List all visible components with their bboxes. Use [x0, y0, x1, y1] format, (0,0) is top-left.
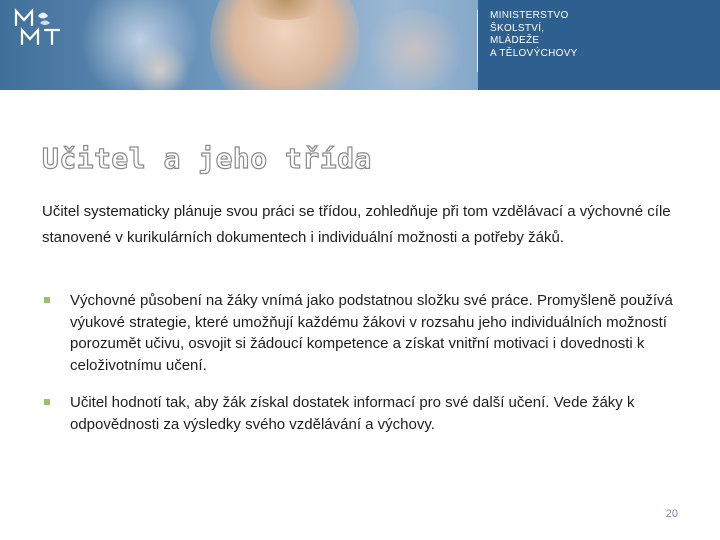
bullet-list [42, 290, 692, 435]
page-number: 20 [665, 508, 678, 520]
bullet-item [42, 290, 692, 376]
bullet-text: Učitel hodnotí tak, aby žák získal dostatek informací pro své další učení. Vede žáky k odpovědnosti za výsledky svého vzdělávání a výchovy. [70, 394, 635, 433]
bullet-item [42, 392, 692, 435]
bullet-text: Výchovné působení na žáky vnímá jako podstatnou složku své práce. Promyšleně používá výukové strategie, které umožňují každému žákovi v rozsahu jeho individuálních možností porozumět učivu, osvojit si žádoucí kompetence a získat vnitřní motivaci i dovednosti k celoživotnímu učení. [70, 292, 673, 374]
ministry-divider [477, 10, 478, 72]
ministry-name: MINISTERSTVO ŠKOLSTVÍ, MLÁDEŽE A TĚLOVÝCHOVY [490, 10, 578, 59]
header-photo-detail [360, 10, 470, 90]
msmt-logo [14, 8, 64, 48]
intro-paragraph: Učitel systematicky plánuje svou práci se třídou, zohledňuje při tom vzdělávací a výchovné cíle stanovené v kurikulárních dokumentech i individuální možnosti a potřeby žáků. [42, 203, 671, 246]
header-banner [0, 0, 720, 90]
slide-title: Učitel a jeho třída [42, 142, 372, 175]
square-bullet-icon [44, 399, 50, 405]
square-bullet-icon [44, 297, 50, 303]
